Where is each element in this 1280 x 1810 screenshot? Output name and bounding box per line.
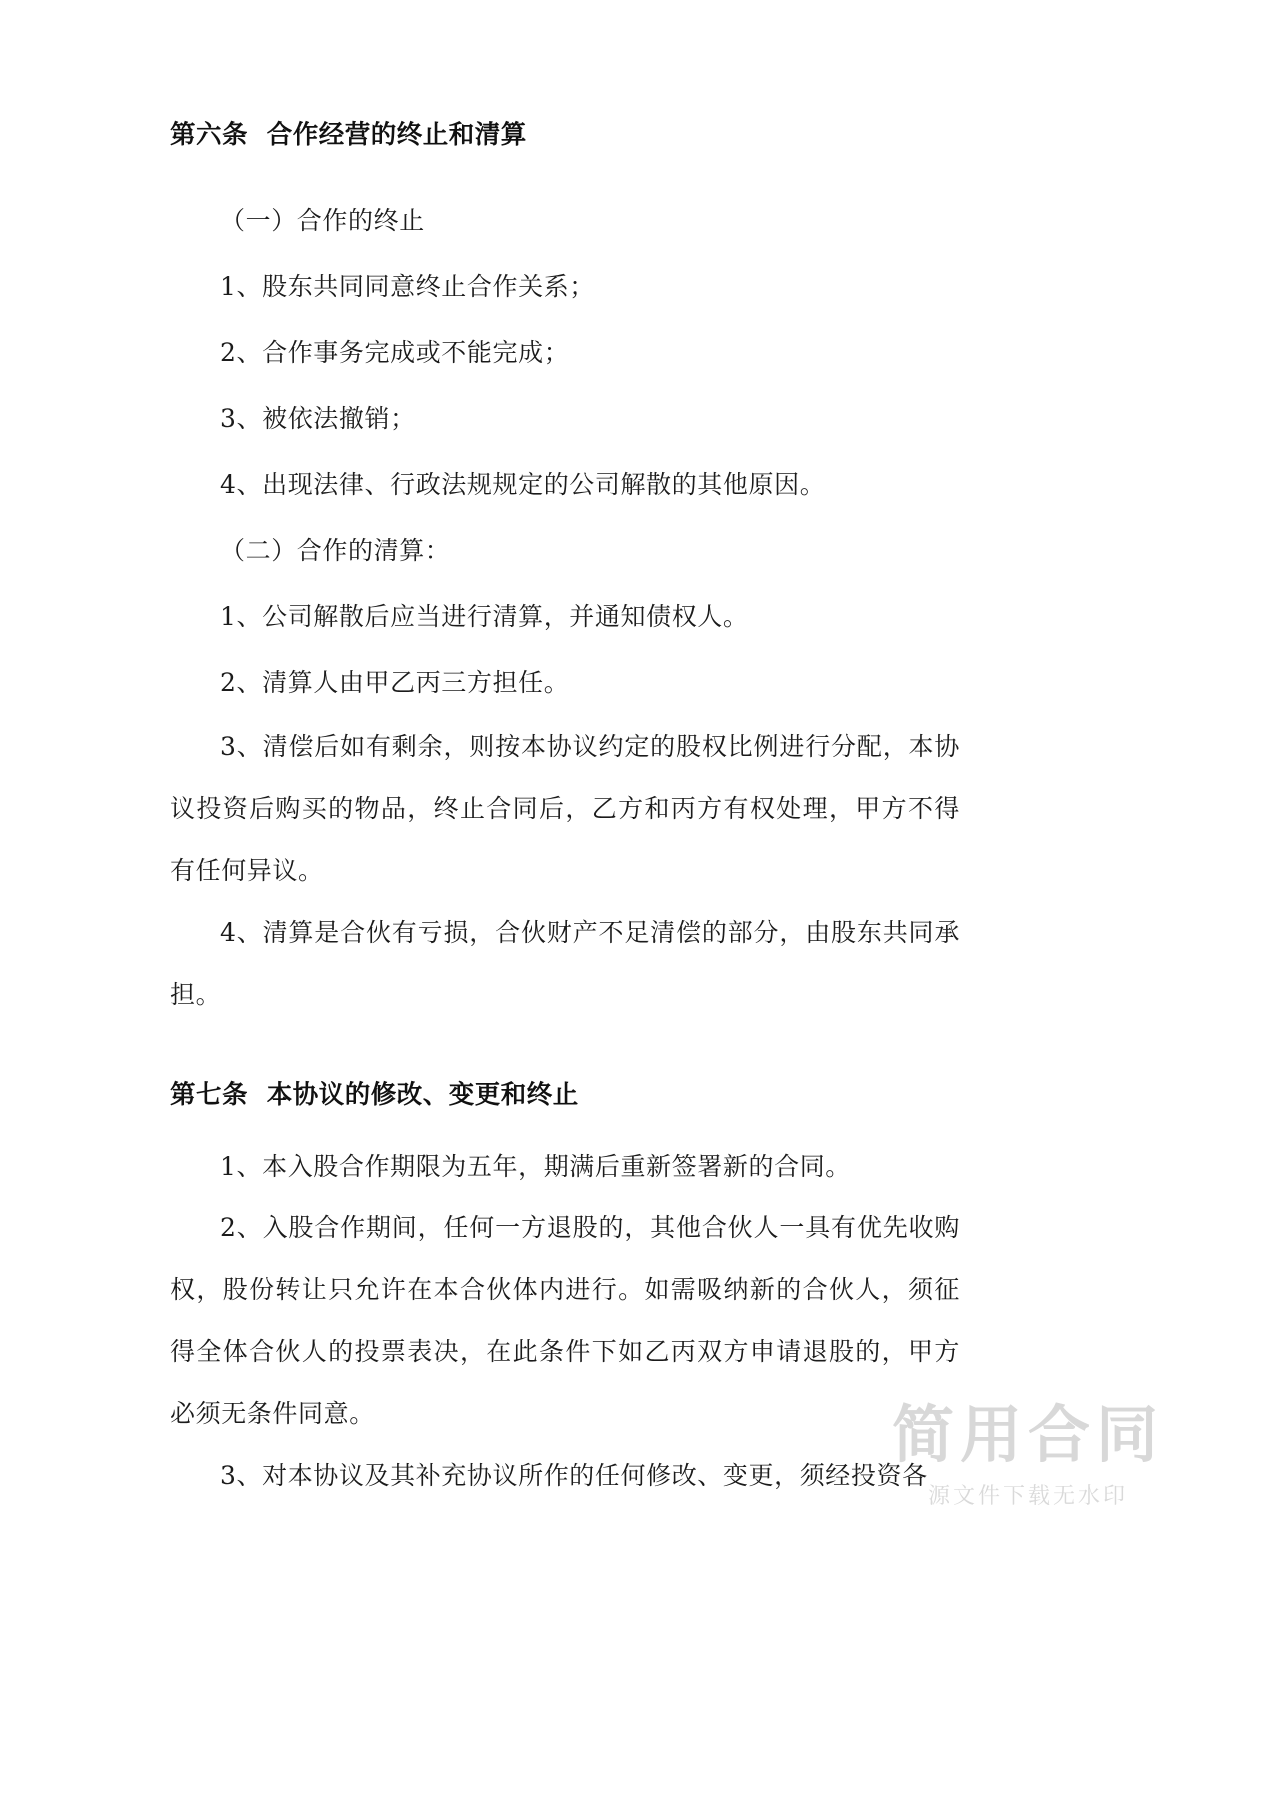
- document-body: [170, 118, 960, 1507]
- section-heading-7: 第七条 本协议的修改、变更和终止: [170, 1079, 579, 1110]
- watermark-title: 简用合同: [891, 1397, 1164, 1471]
- watermark-subtitle: 源文件下载无水印: [927, 1484, 1128, 1509]
- subsection-heading-two: （二）合作的清算：: [220, 535, 451, 565]
- clause-item: 4、出现法律、行政法规规定的公司解散的其他原因。: [220, 469, 826, 499]
- clause-item: 3、清偿后如有剩余，则按本协议约定的股权比例进行分配，本协议投资后购买的物品，终止合同后，乙方和丙方有权处理，甲方不得有任何异议。: [170, 731, 960, 885]
- clause-item: 2、清算人由甲乙丙三方担任。: [220, 667, 570, 697]
- subsection-heading-one: （一）合作的终止: [220, 205, 425, 235]
- clause-item: 4、清算是合伙有亏损，合伙财产不足清偿的部分，由股东共同承担。: [170, 917, 960, 1009]
- clause-item: 1、本入股合作期限为五年，期满后重新签署新的合同。: [220, 1152, 851, 1182]
- clause-item: 2、合作事务完成或不能完成；: [220, 337, 570, 367]
- section-heading-6: 第六条 合作经营的终止和清算: [170, 120, 527, 150]
- clause-item: 3、被依法撤销；: [220, 403, 416, 433]
- clause-item: 3、对本协议及其补充协议所作的任何修改、变更，须经投资各: [220, 1461, 928, 1491]
- clause-item: 1、股东共同同意终止合作关系；: [220, 271, 595, 301]
- clause-item: 1、公司解散后应当进行清算，并通知债权人。: [220, 601, 749, 631]
- clause-item: 2、入股合作期间，任何一方退股的，其他合伙人一具有优先收购权，股份转让只允许在本合伙体内进行。如需吸纳新的合伙人，须征得全体合伙人的投票表决，在此条件下如乙丙双方申请退股的，甲方必须无条件同意。: [170, 1213, 960, 1429]
